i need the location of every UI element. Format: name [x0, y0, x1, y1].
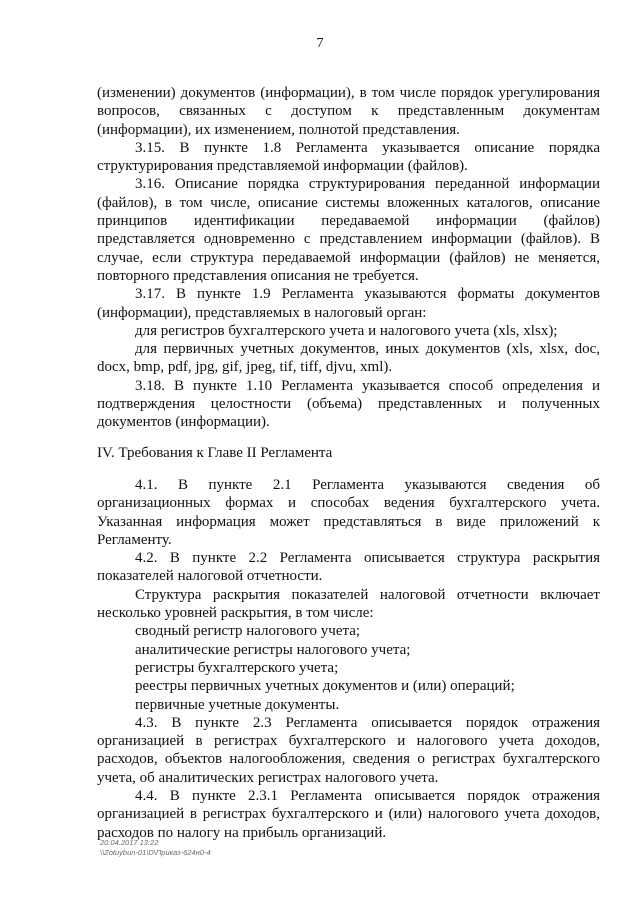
- paragraph-3-15: 3.15. В пункте 1.8 Регламента указывается описание порядка структурирования представляемой информации (файлов).: [97, 139, 600, 175]
- footer-stamp: [100, 838, 211, 858]
- paragraph-4-1: 4.1. В пункте 2.1 Регламента указываются сведения об организационных формах и способах ведения бухгалтерского учета. Указанная информация может представляться в виде приложений к Регламенту.: [97, 476, 600, 548]
- paragraph-continuation: (изменении) документов (информации), в том числе порядок урегулирования вопросов, связанных с доступом к представленным документам (информации), их изменением, полнотой представления.: [97, 85, 600, 138]
- footer-datetime: 20.04.2017 13:22: [100, 838, 159, 847]
- paragraph-4-4: 4.4. В пункте 2.3.1 Регламента описывается порядок отражения организацией в регистрах бухгалтерского и (или) налогового учета доходов, расходов по налогу на прибыль организаций.: [97, 787, 600, 841]
- paragraph-3-18: 3.18. В пункте 1.10 Регламента указывается способ определения и подтверждения целостности (объема) представленных и полученных документов (информации).: [97, 377, 600, 431]
- list-item-primary-docs: первичные учетные документы.: [135, 696, 340, 713]
- list-item-accounting-formats: для регистров бухгалтерского учета и налогового учета (xls, xlsx);: [135, 322, 558, 339]
- list-item-summary-register: сводный регистр налогового учета;: [135, 623, 361, 640]
- list-item-primary-doc-formats: для первичных учетных документов, иных документов (xls, xlsx, doc, docx, bmp, pdf, jpg, gif, jpeg, tif, tiff, djvu, xml).: [97, 341, 600, 376]
- list-item-primary-doc-registries: реестры первичных учетных документов и (или) операций;: [135, 678, 515, 695]
- paragraph-4-3: 4.3. В пункте 2.3 Регламента описывается порядок отражения организацией в регистрах бухгалтерского и налогового учета доходов, расходов, объектов налогообложения, сведения о регистрах бухгалтерского учета, об аналитических регистрах налогового учета.: [97, 714, 600, 786]
- list-item-accounting-registers: регистры бухгалтерского учета;: [135, 659, 339, 676]
- list-item-analytic-registers: аналитические регистры налогового учета;: [135, 641, 411, 658]
- body-text: [97, 84, 600, 842]
- paragraph-3-17: 3.17. В пункте 1.9 Регламента указываются форматы документов (информации), представляемых в налоговый орган:: [97, 286, 600, 321]
- paragraph-structure: Структура раскрытия показателей налоговой отчетности включает несколько уровней раскрытия, в том числе:: [97, 586, 600, 622]
- page-number: 7: [316, 36, 324, 51]
- paragraph-3-16: 3.16. Описание порядка структурирования переданной информации (файлов), в том числе, описание системы вложенных каталогов, описание принципов идентификации передаваемой информации (файлов) представляется одновременно с представлением информации (файлов). В случае, если структура передаваемой информации (файлов) не меняется, повторного представления описания не требуется.: [97, 176, 600, 284]
- footer-file-path: \\Zotuybun-01\D\Приказ-624н0-4: [100, 848, 211, 857]
- section-heading: IV. Требования к Главе II Регламента: [97, 444, 333, 461]
- paragraph-4-2: 4.2. В пункте 2.2 Регламента описывается структура раскрытия показателей налоговой отчетности.: [97, 550, 600, 585]
